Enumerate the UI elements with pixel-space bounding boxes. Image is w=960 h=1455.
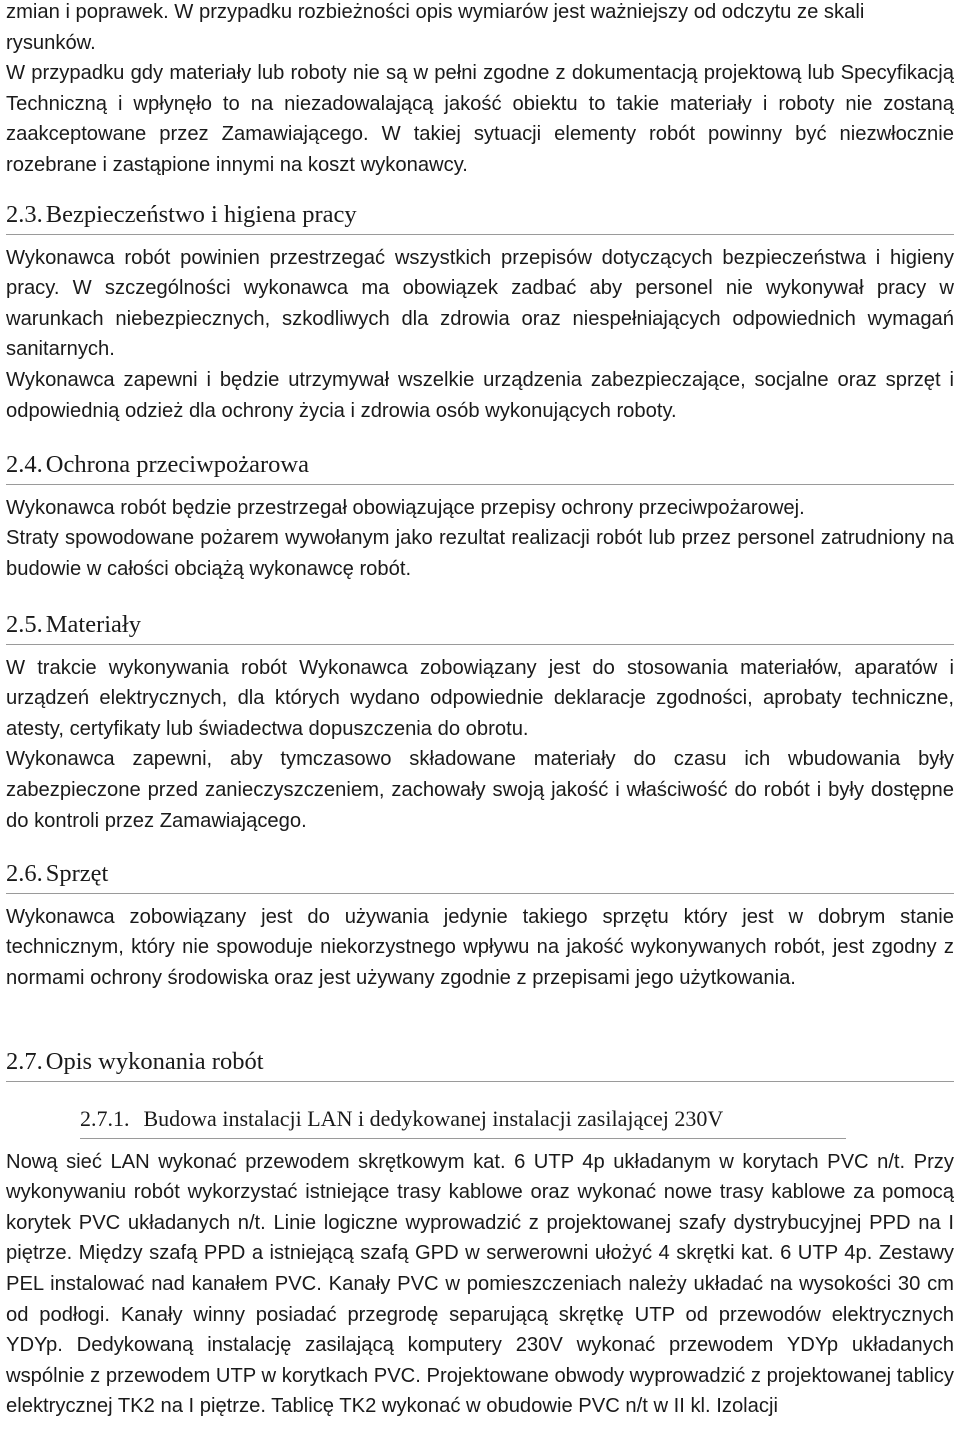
section-heading [6,450,954,485]
section-heading [6,1047,954,1082]
section-2-4 [6,450,954,584]
section-number: 2.4. [6,451,43,478]
section-2-3 [6,200,954,426]
paragraph: Straty spowodowane pożarem wywołanym jako rezultat realizacji robót lub przez personel zatrudniony na budowie w całości obciążą wykonawcę robót. [6,527,954,580]
section-number: 2.7. [6,1048,43,1075]
paragraph: zmian i poprawek. W przypadku rozbieżności opis wymiarów jest ważniejszy od odczytu ze skali rysunków. [6,1,865,54]
section-number: 2.5. [6,611,43,638]
section-heading [6,859,954,894]
section-title: Materiały [45,611,141,638]
section-2-6 [6,859,954,993]
paragraph: Nową sieć LAN wykonać przewodem skrętkowym kat. 6 UTP 4p układanym w korytach PVC n/t. Przy wykonywaniu robót wykorzystać istniejące trasy kablowe oraz wykonać nowe trasy kablowe za pomocą korytek PVC układanych n/t. Linie logiczne wyprowadzić z projektowanej szafy dystrybucyjnej PPD na I piętrze. Między szafą PPD a istniejącą szafą GPD w serwerowni ułożyć 4 skrętki kat. 6 UTP 4p. Zestawy PEL instalować nad kanałem PVC. Kanały PVC w pomieszczeniach należy układać na wysokości 30 cm od podłogi. Kanały winny posiadać przegrodę separującą skrętkę UTP od przewodów elektrycznych YDYp. Dedykowaną instalację zasilającą komputery 230V wykonać przewodem YDYp układanych wspólnie z przewodem UTP w korytkach PVC. Projektowane obwody wyprowadzić z projektowanej tablicy elektrycznej TK2 na I piętrze. Tablicę TK2 wykonać w obudowie PVC n/t w II kl. Izolacji [6,1150,954,1418]
section-number: 2.3. [6,201,43,228]
paragraph: Wykonawca zapewni, aby tymczasowo składowane materiały do czasu ich wbudowania były zabezpieczone przed zanieczyszczeniem, zachowały swoją jakość i właściwość do robót i były dostępne do kontroli przez Zamawiającego. [6,748,954,832]
section-title: Opis wykonania robót [45,1048,264,1075]
subsection-heading [80,1104,846,1139]
paragraph: Wykonawca robót powinien przestrzegać wszystkich przepisów dotyczących bezpieczeństwa i higieny pracy. W szczególności wykonawca ma obowiązek zadbać aby personel nie wykonywał pracy w warunkach niebezpiecznych, szkodliwych dla zdrowia oraz niespełniających odpowiednich wymagań sanitarnych. [6,246,954,361]
section-title: Sprzęt [45,860,109,887]
section-2-7 [6,1047,954,1082]
section-heading [6,200,954,235]
paragraph: Wykonawca robót będzie przestrzegał obowiązujące przepisy ochrony przeciwpożarowej. [6,496,805,519]
paragraph: Wykonawca zobowiązany jest do używania jedynie takiego sprzętu który jest w dobrym stanie technicznym, który nie spowoduje niekorzystnego wpływu na jakość wykonywanych robót, jest zgodny z normami ochrony środowiska oraz jest używany zgodnie z przepisami jego użytkowania. [6,905,954,989]
section-2-5 [6,610,954,836]
section-title: Bezpieczeństwo i higiena pracy [45,201,357,228]
section-2-7-1 [6,1104,954,1422]
subsection-title: Budowa instalacji LAN i dedykowanej instalacji zasilającej 230V [143,1106,724,1131]
intro-block [6,0,954,181]
section-title: Ochrona przeciwpożarowa [45,451,309,478]
paragraph: Wykonawca zapewni i będzie utrzymywał wszelkie urządzenia zabezpieczające, socjalne oraz sprzęt i odpowiednią odzież dla ochrony życia i zdrowia osób wykonujących roboty. [6,368,954,422]
subsection-number: 2.7.1. [80,1106,130,1131]
paragraph: W przypadku gdy materiały lub roboty nie są w pełni zgodne z dokumentacją projektową lub Specyfikacją Techniczną i wpłynęło to na niezadowalającą jakość obiektu to takie materiały i roboty nie zostaną zaakceptowane przez Zamawiającego. W takiej sytuacji elementy robót powinny być niezwłocznie rozebrane i zastąpione innymi na koszt wykonawcy. [6,62,954,176]
paragraph: W trakcie wykonywania robót Wykonawca zobowiązany jest do stosowania materiałów, aparatów i urządzeń elektrycznych, dla których wydano odpowiednie deklaracje zgodności, aprobaty techniczne, atesty, certyfikaty lub świadectwa dopuszczenia do obrotu. [6,656,954,740]
section-number: 2.6. [6,860,43,887]
section-heading [6,610,954,645]
